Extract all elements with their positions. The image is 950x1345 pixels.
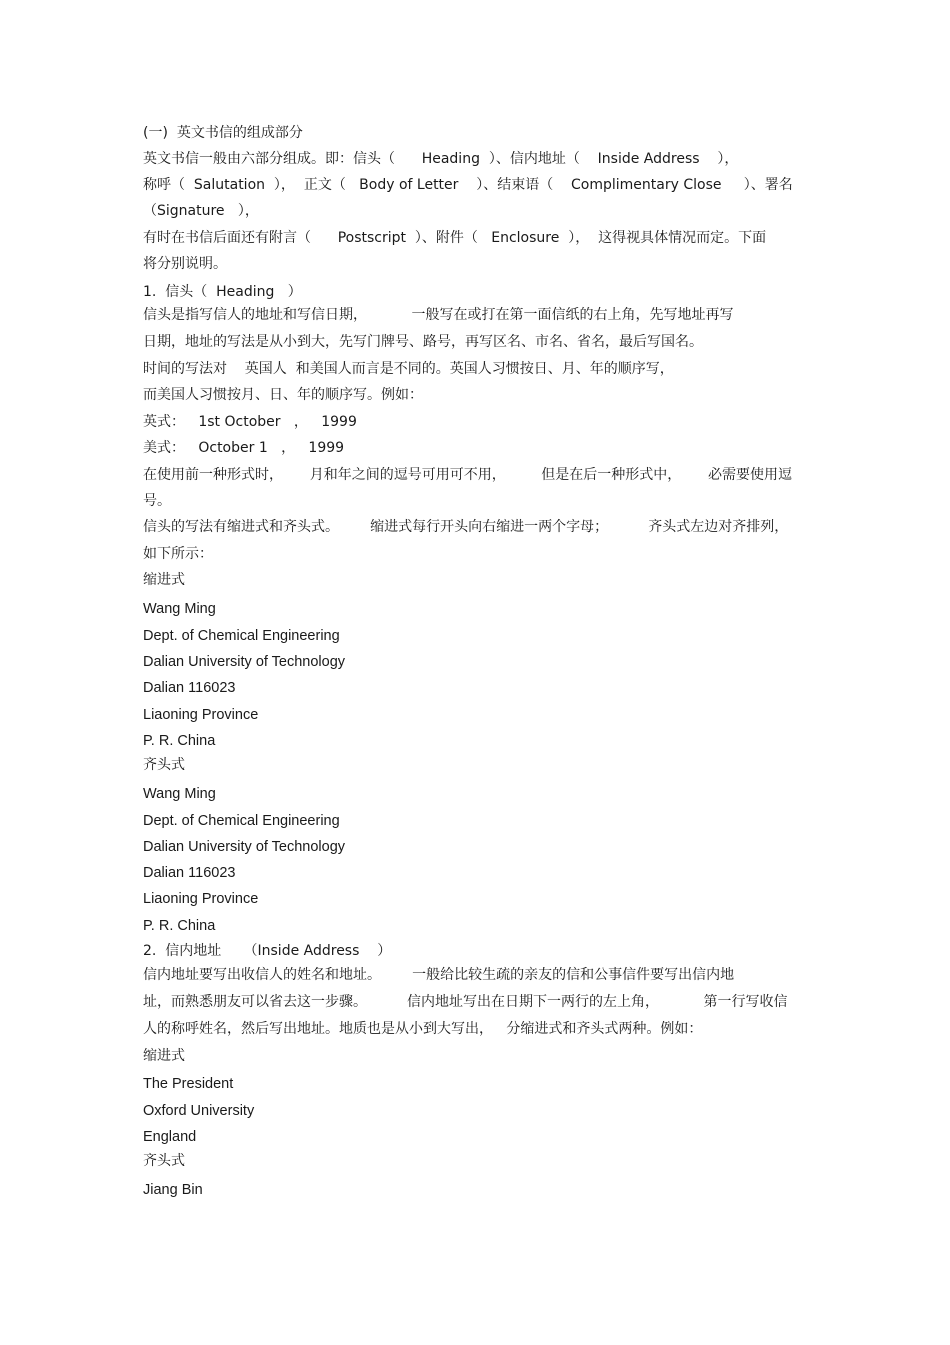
address-line: Wang Ming bbox=[143, 786, 216, 802]
paragraph-line: 信头的写法有缩进式和齐头式。 缩进式每行开头向右缩进一两个字母； 齐头式左边对齐排列， bbox=[143, 519, 789, 535]
paragraph-line: 日期，地址的写法是从小到大，先写门牌号、路号，再写区名、市名、省名，最后写国名。 bbox=[143, 334, 703, 350]
paragraph-line: 址，而熟悉朋友可以省去这一步骤。 信内地址写出在日期下一两行的左上角， 第一行写收信 bbox=[143, 994, 788, 1010]
paragraph-line: 信内地址要写出收信人的姓名和地址。 一般给比较生疏的亲友的信和公事信件要写出信内地 bbox=[143, 967, 735, 983]
format-label: 齐头式 bbox=[143, 1153, 185, 1169]
paragraph-line: 称呼（ Salutation ）， 正文（ Body of Letter ）、结束语（ Complimentary Close ）、署名 bbox=[143, 177, 793, 193]
paragraph-line: 英文书信一般由六部分组成。即：信头（ Heading ）、信内地址（ Inside Address ）， bbox=[143, 151, 739, 167]
paragraph-line: 信头是指写信人的地址和写信日期， 一般写在或打在第一面信纸的右上角，先写地址再写 bbox=[143, 307, 734, 323]
paragraph-line: 有时在书信后面还有附言（ Postscript ）、附件（ Enclosure ）， 这得视具体情况而定。下面 bbox=[143, 230, 767, 246]
section-heading: (一) 英文书信的组成部分 bbox=[143, 125, 303, 141]
paragraph-line: 人的称呼姓名，然后写出地址。地质也是从小到大写出， 分缩进式和齐头式两种。例如： bbox=[143, 1021, 703, 1037]
address-line: Dalian University of Technology bbox=[143, 839, 346, 855]
paragraph-line: 如下所示： bbox=[143, 546, 213, 562]
paragraph-line: （Signature ）， bbox=[143, 203, 259, 219]
address-line: Jiang Bin bbox=[143, 1182, 203, 1198]
format-label: 缩进式 bbox=[143, 572, 185, 588]
address-line: Dept. of Chemical Engineering bbox=[143, 628, 340, 644]
address-line: Dalian 116023 bbox=[143, 680, 236, 696]
address-line: Dalian 116023 bbox=[143, 865, 236, 881]
paragraph-line: 将分别说明。 bbox=[143, 256, 227, 272]
subsection-heading: 2. 信内地址 （Inside Address ） bbox=[143, 943, 392, 959]
paragraph-line: 号。 bbox=[143, 493, 171, 509]
paragraph-line: 而美国人习惯按月、日、年的顺序写。例如： bbox=[143, 387, 423, 403]
address-line: Dept. of Chemical Engineering bbox=[143, 813, 340, 829]
paragraph-line: 时间的写法对 英国人 和美国人而言是不同的。英国人习惯按日、月、年的顺序写， bbox=[143, 361, 674, 377]
subsection-heading: 1. 信头（ Heading ） bbox=[143, 284, 302, 300]
address-line: P. R. China bbox=[143, 918, 216, 934]
address-line: Oxford University bbox=[143, 1103, 255, 1119]
example-line: 美式： October 1 ， 1999 bbox=[143, 440, 345, 456]
address-line: Liaoning Province bbox=[143, 707, 259, 723]
address-line: Wang Ming bbox=[143, 601, 216, 617]
address-line: England bbox=[143, 1129, 197, 1145]
example-line: 英式： 1st October ， 1999 bbox=[143, 414, 357, 430]
address-line: Liaoning Province bbox=[143, 891, 259, 907]
format-label: 缩进式 bbox=[143, 1048, 185, 1064]
address-line: P. R. China bbox=[143, 733, 216, 749]
format-label: 齐头式 bbox=[143, 757, 185, 773]
address-line: Dalian University of Technology bbox=[143, 654, 346, 670]
paragraph-line: 在使用前一种形式时， 月和年之间的逗号可用可不用， 但是在后一种形式中， 必需要使用逗 bbox=[143, 467, 793, 483]
address-line: The President bbox=[143, 1076, 234, 1092]
